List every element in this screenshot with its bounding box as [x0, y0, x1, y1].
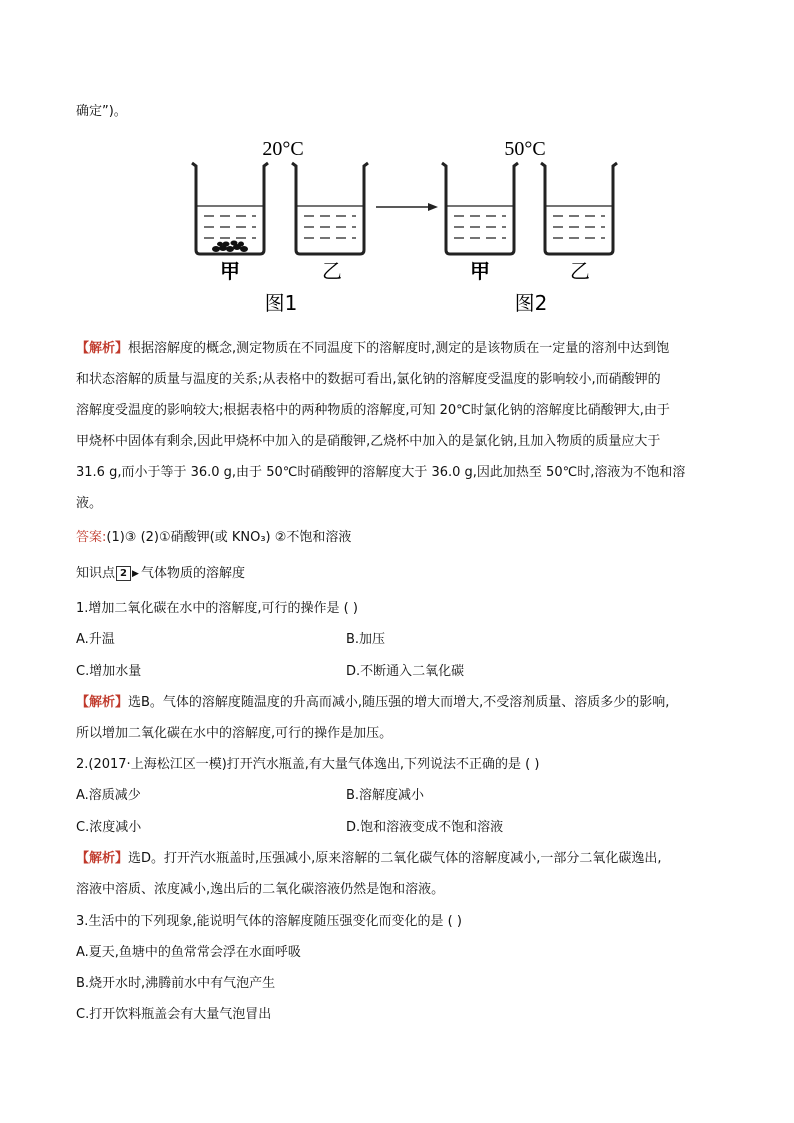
q1-options-row-1	[76, 632, 716, 648]
q1-option-c: C.增加水量	[76, 664, 142, 679]
analysis-tag: 【解析】	[76, 851, 129, 866]
beaker-jia-50	[442, 163, 518, 254]
analysis2-line-2: 所以增加二氧化碳在水中的溶解度,可行的操作是加压。	[76, 726, 393, 741]
figure-2-caption: 图2	[514, 291, 548, 315]
q2-option-b: B.溶解度减小	[346, 788, 425, 803]
analysis1-line-5: 31.6 g,而小于等于 36.0 g,由于 50℃时硝酸钾的溶解度大于 36.0 g,因此加热至 50℃时,溶液为不饱和溶	[76, 465, 686, 480]
analysis3-line-1	[76, 851, 662, 867]
analysis-text: 选B。气体的溶解度随温度的升高而减小,随压强的增大而增大,不受溶剂质量、溶质多少的影响,	[128, 695, 670, 710]
q1-option-b: B.加压	[346, 632, 386, 647]
analysis1-line-3: 溶解度受温度的影响较大;根据表格中的两种物质的溶解度,可知 20℃时氯化钠的溶解度比硝酸钾大,由于	[76, 403, 670, 418]
undissolved-solid	[212, 241, 248, 253]
analysis-tag: 【解析】	[76, 695, 129, 710]
knowledge-point-heading	[76, 566, 245, 582]
q3-option-a: A.夏天,鱼塘中的鱼常常会浮在水面呼吸	[76, 945, 301, 960]
q2-stem: 2.(2017·上海松江区一模)打开汽水瓶盖,有大量气体逸出,下列说法不正确的是 ( )	[76, 757, 540, 772]
analysis1-line-1	[76, 341, 669, 357]
analysis-tag: 【解析】	[76, 341, 129, 356]
beaker-label-4: 乙	[570, 259, 590, 283]
figure-1-caption: 图1	[264, 291, 298, 315]
kp-prefix: 知识点	[76, 566, 116, 581]
analysis1-line-2: 和状态溶解的质量与温度的关系;从表格中的数据可看出,氯化钠的溶解度受温度的影响较小,而硝酸钾的	[76, 372, 661, 387]
analysis2-line-1	[76, 695, 669, 711]
q3-option-c: C.打开饮料瓶盖会有大量气泡冒出	[76, 1007, 272, 1022]
top-fragment: 确定”)。	[76, 104, 127, 119]
beaker-label-1: 甲	[220, 259, 240, 283]
kp-arrow-icon: ▶	[132, 569, 139, 579]
beaker-label-3: 甲	[470, 259, 490, 283]
answer-line	[76, 530, 351, 546]
beaker-yi-20	[292, 163, 368, 254]
beaker-yi-50	[541, 163, 617, 254]
analysis-text: 根据溶解度的概念,测定物质在不同温度下的溶解度时,测定的是该物质在一定量的溶剂中达到饱	[128, 341, 670, 356]
q2-option-d: D.饱和溶液变成不饱和溶液	[346, 820, 504, 835]
analysis1-line-4: 甲烧杯中固体有剩余,因此甲烧杯中加入的是硝酸钾,乙烧杯中加入的是氯化钠,且加入物质的质量应大于	[76, 434, 661, 449]
q2-option-c: C.浓度减小	[76, 820, 142, 835]
q1-options-row-2	[76, 664, 716, 680]
temp-20-label: 20°C	[262, 138, 304, 160]
temp-50-label: 50°C	[504, 138, 546, 160]
q1-option-a: A.升温	[76, 632, 115, 647]
q3-stem: 3.生活中的下列现象,能说明气体的溶解度随压强变化而变化的是 ( )	[76, 914, 462, 929]
q2-option-a: A.溶质减少	[76, 788, 141, 803]
analysis-text: 选D。打开汽水瓶盖时,压强减小,原来溶解的二氧化碳气体的溶解度减小,一部分二氧化碳逸出,	[128, 851, 662, 866]
q1-stem: 1.增加二氧化碳在水中的溶解度,可行的操作是 ( )	[76, 601, 358, 616]
beaker-label-2: 乙	[322, 259, 342, 283]
kp-number-badge: 2	[116, 566, 131, 581]
q1-option-d: D.不断通入二氧化碳	[346, 664, 465, 679]
q2-options-row-1	[76, 788, 716, 804]
answer-text: (1)③ (2)①硝酸钾(或 KNO₃) ②不饱和溶液	[106, 530, 352, 545]
analysis3-line-2: 溶液中溶质、浓度减小,逸出后的二氧化碳溶液仍然是饱和溶液。	[76, 882, 445, 897]
answer-label: 答案:	[76, 530, 107, 545]
kp-title: 气体物质的溶解度	[140, 566, 245, 581]
q2-options-row-2	[76, 820, 716, 836]
beaker-jia-20	[192, 163, 268, 254]
analysis1-line-6: 液。	[76, 496, 103, 511]
beaker-figure	[0, 132, 794, 322]
q3-option-b: B.烧开水时,沸腾前水中有气泡产生	[76, 976, 276, 991]
heating-arrow	[376, 203, 438, 211]
